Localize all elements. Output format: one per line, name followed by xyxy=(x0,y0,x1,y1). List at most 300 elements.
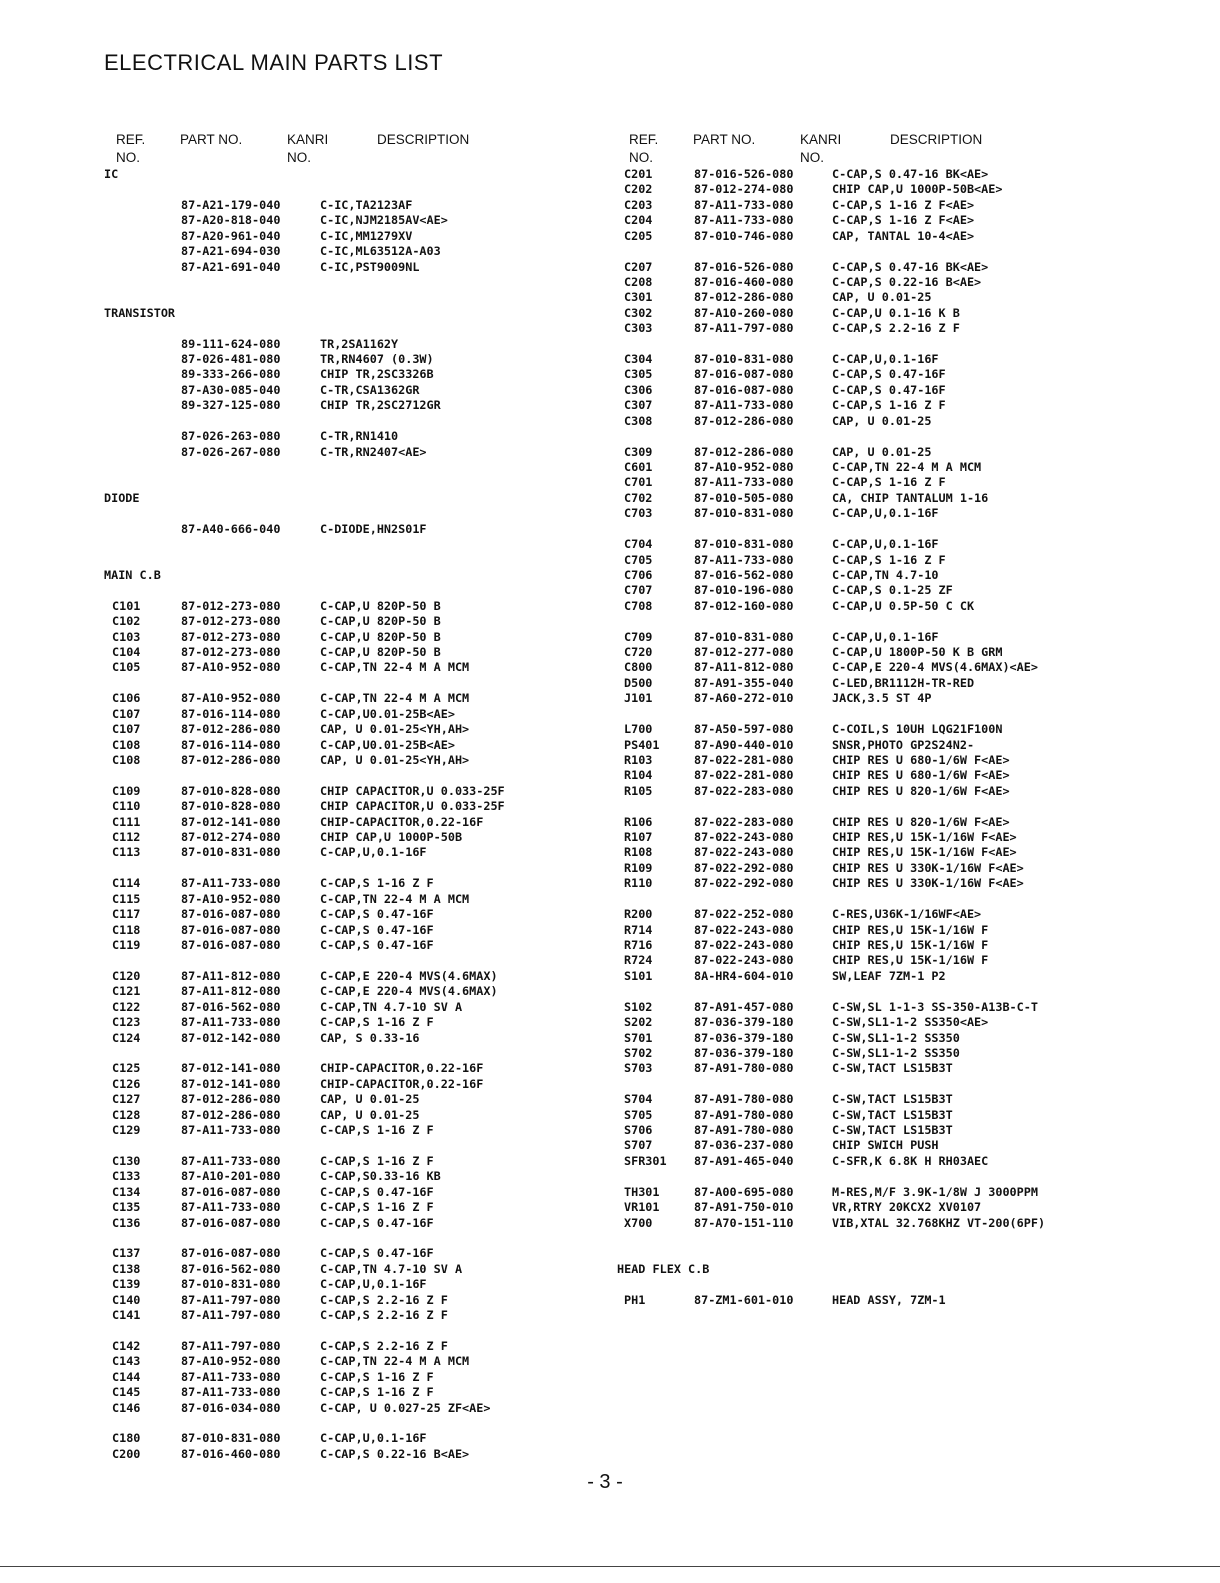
description-cell: JACK,3.5 ST 4P xyxy=(832,691,932,706)
description-cell: SNSR,PHOTO GP2S24N2- xyxy=(832,737,975,752)
table-row xyxy=(0,491,1210,506)
description-cell: C-CAP,S 0.47-16F xyxy=(832,382,946,397)
table-row xyxy=(0,876,1210,891)
table-row xyxy=(0,414,1210,429)
header-description: DESCRIPTION xyxy=(890,132,983,147)
part-no-cell: 89-327-125-080 xyxy=(181,398,281,413)
part-no-cell: 87-A20-961-040 xyxy=(181,228,281,243)
part-no-cell: 87-036-379-180 xyxy=(694,1015,794,1030)
table-row xyxy=(0,1354,1210,1369)
part-no-cell: 87-A90-440-010 xyxy=(694,737,794,752)
description-cell: CHIP SWICH PUSH xyxy=(832,1138,939,1153)
description-cell: CAP, S 0.33-16 xyxy=(320,1030,420,1045)
part-no-cell: 87-012-142-080 xyxy=(181,1030,281,1045)
description-cell: C-CAP,S 0.47-16F xyxy=(320,1184,434,1199)
part-no-cell: 87-016-460-080 xyxy=(694,274,794,289)
part-no-cell: 8A-HR4-604-010 xyxy=(694,968,794,983)
description-cell: C-CAP,U 1800P-50 K B GRM xyxy=(832,645,1003,660)
part-no-cell: 87-A10-952-080 xyxy=(181,891,281,906)
part-no-cell: 87-016-087-080 xyxy=(181,1246,281,1261)
section-heading xyxy=(0,1262,1210,1277)
table-row xyxy=(0,1138,1210,1153)
part-no-cell: 87-012-274-080 xyxy=(694,182,794,197)
table-row xyxy=(0,722,1210,737)
description-cell: C-CAP,U,0.1-16F xyxy=(320,845,427,860)
part-no-cell: 87-022-281-080 xyxy=(694,768,794,783)
table-row xyxy=(0,429,1210,444)
table-row xyxy=(0,1092,1210,1107)
description-cell: C-CAP,U,0.1-16F xyxy=(320,1431,427,1446)
description-cell: CAP, U 0.01-25 xyxy=(320,1107,420,1122)
section-label: TRANSISTOR xyxy=(104,305,176,320)
description-cell: C-CAP,U0.01-25B<AE> xyxy=(320,737,455,752)
part-no-cell: 87-036-379-180 xyxy=(694,1045,794,1060)
part-no-cell: 87-A20-818-040 xyxy=(181,213,281,228)
description-cell: C-CAP,S 1-16 Z F<AE> xyxy=(832,197,975,212)
header-kanri: KANRI xyxy=(800,132,842,147)
ref-no-cell: R105 xyxy=(624,783,653,798)
table-row xyxy=(0,738,1210,753)
part-no-cell: 87-012-286-080 xyxy=(694,290,794,305)
header-ref: REF. xyxy=(629,132,659,147)
description-cell: C-CAP,TN 22-4 M A MCM xyxy=(320,691,470,706)
part-no-cell: 87-016-562-080 xyxy=(181,999,281,1014)
part-no-cell: 87-016-562-080 xyxy=(694,567,794,582)
description-cell: C-CAP,S 0.47-16 BK<AE> xyxy=(832,167,989,181)
table-row xyxy=(0,907,1210,922)
part-no-cell: 87-012-141-080 xyxy=(181,1076,281,1091)
ref-no-cell: J101 xyxy=(624,691,653,706)
description-cell: C-TR,CSA1362GR xyxy=(320,382,420,397)
ref-no-cell: R107 xyxy=(624,830,653,845)
table-row xyxy=(0,1277,1210,1292)
description-cell: CHIP TR,2SC2712GR xyxy=(320,398,441,413)
ref-no-cell: C703 xyxy=(624,506,653,521)
ref-no-cell: C129 xyxy=(112,1123,141,1138)
ref-no-cell: D500 xyxy=(624,675,653,690)
ref-no-cell: S701 xyxy=(624,1030,653,1045)
description-cell: C-COIL,S 10UH LQG21F100N xyxy=(832,722,1003,737)
ref-no-cell: C308 xyxy=(624,413,653,428)
ref-no-cell: C706 xyxy=(624,567,653,582)
table-row xyxy=(0,815,1210,830)
part-no-cell: 87-022-243-080 xyxy=(694,845,794,860)
part-no-cell: 87-A10-201-080 xyxy=(181,1169,281,1184)
description-cell: C-SW,TACT LS15B3T xyxy=(832,1061,953,1076)
part-no-cell: 87-010-831-080 xyxy=(181,1431,281,1446)
ref-no-cell: S202 xyxy=(624,1015,653,1030)
part-no-cell: 87-A50-597-080 xyxy=(694,722,794,737)
description-cell: CHIP RES,U 15K-1/16W F<AE> xyxy=(832,845,1017,860)
header-ref: REF. xyxy=(116,132,146,147)
ref-no-cell: C107 xyxy=(112,722,141,737)
part-no-cell: 87-010-831-080 xyxy=(181,845,281,860)
ref-no-cell: S706 xyxy=(624,1123,653,1138)
table-row xyxy=(0,753,1210,768)
description-cell: C-CAP,S 0.47-16F xyxy=(320,938,434,952)
ref-no-cell: C111 xyxy=(112,814,141,829)
part-no-cell: 87-016-087-080 xyxy=(181,907,281,922)
table-row xyxy=(0,691,1210,706)
ref-no-cell: X700 xyxy=(624,1215,653,1230)
ref-no-cell: C125 xyxy=(112,1061,141,1076)
description-cell: C-SW,TACT LS15B3T xyxy=(832,1123,953,1138)
description-cell: CHIP RES,U 15K-1/16W F<AE> xyxy=(832,830,1017,845)
part-no-cell: 87-010-831-080 xyxy=(694,537,794,552)
table-row xyxy=(0,707,1210,722)
description-cell: C-CAP,TN 4.7-10 SV A xyxy=(320,999,463,1014)
part-no-cell: 87-A11-812-080 xyxy=(181,984,281,999)
part-no-cell: 87-A10-952-080 xyxy=(181,660,281,675)
part-no-cell: 87-016-562-080 xyxy=(181,1261,281,1276)
table-row xyxy=(0,337,1210,352)
ref-no-cell: C120 xyxy=(112,968,141,983)
ref-no-cell: C302 xyxy=(624,305,653,320)
table-row xyxy=(0,614,1210,629)
description-cell: CAP, U 0.01-25 xyxy=(320,1092,420,1107)
description-cell: TR,RN4607 (0.3W) xyxy=(320,352,434,367)
description-cell: C-SW,TACT LS15B3T xyxy=(832,1107,953,1122)
table-row xyxy=(0,630,1210,645)
ref-no-cell: C720 xyxy=(624,645,653,660)
part-no-cell: 87-A11-797-080 xyxy=(694,321,794,336)
part-no-cell: 87-A11-733-080 xyxy=(181,876,281,891)
part-no-cell: 87-010-196-080 xyxy=(694,583,794,598)
description-cell: C-TR,RN1410 xyxy=(320,429,399,444)
description-cell: CHIP RES U 330K-1/16W F<AE> xyxy=(832,860,1024,875)
ref-no-cell: R200 xyxy=(624,907,653,922)
ref-no-cell: C144 xyxy=(112,1369,141,1384)
table-row xyxy=(0,830,1210,845)
ref-no-cell: C135 xyxy=(112,1200,141,1215)
part-no-cell: 87-022-283-080 xyxy=(694,783,794,798)
description-cell: C-CAP,TN 22-4 M A MCM xyxy=(320,1354,470,1369)
ref-no-cell: R724 xyxy=(624,953,653,968)
ref-no-cell: C138 xyxy=(112,1261,141,1276)
description-cell: C-CAP,U,0.1-16F xyxy=(832,506,939,521)
description-cell: C-CAP,U,0.1-16F xyxy=(832,537,939,552)
description-cell: C-CAP,U 820P-50 B xyxy=(320,614,441,629)
part-no-cell: 87-A91-457-080 xyxy=(694,999,794,1014)
ref-no-cell: C122 xyxy=(112,999,141,1014)
ref-no-cell: C105 xyxy=(112,660,141,675)
description-cell: CHIP CAP,U 1000P-50B<AE> xyxy=(832,182,1003,197)
part-no-cell: 87-016-087-080 xyxy=(694,367,794,382)
header-kanri-no: NO. xyxy=(287,150,312,165)
description-cell: CHIP-CAPACITOR,0.22-16F xyxy=(320,1076,484,1091)
ref-no-cell: SFR301 xyxy=(624,1153,667,1168)
part-no-cell: 87-012-273-080 xyxy=(181,645,281,660)
ref-no-cell: C108 xyxy=(112,752,141,767)
table-row xyxy=(0,861,1210,876)
ref-no-cell: C303 xyxy=(624,321,653,336)
description-cell: C-CAP,S 2.2-16 Z F xyxy=(320,1338,448,1353)
ref-no-cell: R103 xyxy=(624,752,653,767)
part-no-cell: 87-036-237-080 xyxy=(694,1138,794,1153)
ref-no-cell: C202 xyxy=(624,182,653,197)
description-cell: C-CAP,U,0.1-16F xyxy=(832,629,939,644)
table-row xyxy=(0,1339,1210,1354)
ref-no-cell: TH301 xyxy=(624,1184,660,1199)
ref-no-cell: S707 xyxy=(624,1138,653,1153)
ref-no-cell: C201 xyxy=(624,167,653,181)
description-cell: C-CAP,S 1-16 Z F xyxy=(832,552,946,567)
description-cell: C-CAP,U 820P-50 B xyxy=(320,598,441,613)
table-row xyxy=(0,475,1210,490)
table-row xyxy=(0,1169,1210,1184)
ref-no-cell: S101 xyxy=(624,968,653,983)
ref-no-cell: S703 xyxy=(624,1061,653,1076)
description-cell: C-CAP,S 1-16 Z F<AE> xyxy=(832,213,975,228)
part-no-cell: 87-016-526-080 xyxy=(694,259,794,274)
table-row xyxy=(0,553,1210,568)
part-no-cell: 87-012-141-080 xyxy=(181,1061,281,1076)
part-no-cell: 87-022-243-080 xyxy=(694,938,794,952)
header-part-no: PART NO. xyxy=(693,132,756,147)
description-cell: C-CAP,U,0.1-16F xyxy=(832,352,939,367)
description-cell: C-CAP,E 220-4 MVS(4.6MAX) xyxy=(320,984,498,999)
part-no-cell: 87-010-831-080 xyxy=(694,506,794,521)
table-row xyxy=(0,290,1210,305)
part-no-cell: 87-A11-733-080 xyxy=(694,475,794,490)
ref-no-cell: R716 xyxy=(624,938,653,952)
table-row xyxy=(0,1447,1210,1462)
table-row xyxy=(0,213,1210,228)
description-cell: C-CAP,E 220-4 MVS(4.6MAX)<AE> xyxy=(832,660,1038,675)
table-row xyxy=(0,352,1210,367)
description-cell: CHIP RES U 820-1/6W F<AE> xyxy=(832,783,1010,798)
table-row xyxy=(0,568,1210,583)
part-no-cell: 87-A10-952-080 xyxy=(181,1354,281,1369)
table-row xyxy=(0,599,1210,614)
description-cell: CAP, U 0.01-25 xyxy=(832,444,932,459)
page-title: ELECTRICAL MAIN PARTS LIST xyxy=(104,50,444,75)
part-no-cell: 87-A11-733-080 xyxy=(181,1369,281,1384)
description-cell: C-CAP,S 1-16 Z F xyxy=(320,1123,434,1138)
table-row xyxy=(0,768,1210,783)
description-cell: CHIP CAPACITOR,U 0.033-25F xyxy=(320,799,505,814)
part-no-cell: 87-A11-733-080 xyxy=(181,1153,281,1168)
description-cell: C-CAP,S 1-16 Z F xyxy=(320,1200,434,1215)
description-cell: C-CAP,S 2.2-16 Z F xyxy=(320,1308,448,1323)
ref-no-cell: C104 xyxy=(112,645,141,660)
part-no-cell: 87-A11-733-080 xyxy=(181,1123,281,1138)
part-no-cell: 87-A11-812-080 xyxy=(181,968,281,983)
table-row xyxy=(0,182,1210,197)
part-no-cell: 87-A11-797-080 xyxy=(181,1292,281,1307)
description-cell: C-CAP,S 1-16 Z F xyxy=(320,876,434,891)
table-row xyxy=(0,892,1210,907)
description-cell: C-CAP,S0.33-16 KB xyxy=(320,1169,441,1184)
part-no-cell: 87-016-114-080 xyxy=(181,706,281,721)
part-no-cell: 87-A91-780-080 xyxy=(694,1107,794,1122)
ref-no-cell: C141 xyxy=(112,1308,141,1323)
part-no-cell: 87-A10-952-080 xyxy=(181,691,281,706)
part-no-cell: 87-012-286-080 xyxy=(181,722,281,737)
part-no-cell: 87-A11-733-080 xyxy=(694,213,794,228)
table-row xyxy=(0,1293,1210,1308)
description-cell: C-CAP,S 1-16 Z F xyxy=(832,398,946,413)
table-row xyxy=(0,1385,1210,1400)
ref-no-cell: C136 xyxy=(112,1215,141,1230)
part-no-cell: 87-016-087-080 xyxy=(181,1184,281,1199)
table-row xyxy=(0,1031,1210,1046)
table-row xyxy=(0,1401,1210,1416)
part-no-cell: 87-012-286-080 xyxy=(181,752,281,767)
part-no-cell: 87-026-267-080 xyxy=(181,444,281,459)
ref-no-cell: S102 xyxy=(624,999,653,1014)
ref-no-cell: R106 xyxy=(624,814,653,829)
ref-no-cell: C130 xyxy=(112,1153,141,1168)
part-no-cell: 87-012-286-080 xyxy=(694,413,794,428)
description-cell: CHIP CAP,U 1000P-50B xyxy=(320,830,463,845)
description-cell: C-CAP,S 0.22-16 B<AE> xyxy=(832,274,982,289)
description-cell: CHIP RES U 680-1/6W F<AE> xyxy=(832,752,1010,767)
table-row xyxy=(0,1123,1210,1138)
part-no-cell: 87-016-526-080 xyxy=(694,167,794,181)
ref-no-cell: C707 xyxy=(624,583,653,598)
description-cell: C-SFR,K 6.8K H RH03AEC xyxy=(832,1153,989,1168)
description-cell: C-CAP,E 220-4 MVS(4.6MAX) xyxy=(320,968,498,983)
section-label: HEAD FLEX C.B xyxy=(617,1261,710,1276)
part-no-cell: 87-ZM1-601-010 xyxy=(694,1292,794,1307)
part-no-cell: 87-022-243-080 xyxy=(694,953,794,968)
ref-no-cell: S704 xyxy=(624,1092,653,1107)
ref-no-cell: C109 xyxy=(112,783,141,798)
table-row xyxy=(0,398,1210,413)
ref-no-cell: C108 xyxy=(112,737,141,752)
part-no-cell: 87-022-281-080 xyxy=(694,752,794,767)
description-cell: C-CAP,S 1-16 Z F xyxy=(320,1015,434,1030)
part-no-cell: 87-010-746-080 xyxy=(694,228,794,243)
ref-no-cell: C301 xyxy=(624,290,653,305)
part-no-cell: 87-A91-780-080 xyxy=(694,1123,794,1138)
part-no-cell: 87-012-286-080 xyxy=(181,1092,281,1107)
description-cell: C-SW,SL1-1-2 SS350 xyxy=(832,1045,960,1060)
part-no-cell: 87-A00-695-080 xyxy=(694,1184,794,1199)
ref-no-cell: R110 xyxy=(624,876,653,891)
part-no-cell: 87-036-379-180 xyxy=(694,1030,794,1045)
part-no-cell: 87-A11-797-080 xyxy=(181,1308,281,1323)
part-no-cell: 87-012-274-080 xyxy=(181,830,281,845)
table-row xyxy=(0,537,1210,552)
table-row xyxy=(0,522,1210,537)
description-cell: C-CAP,TN 22-4 M A MCM xyxy=(320,660,470,675)
description-cell: CAP, U 0.01-25<YH,AH> xyxy=(320,752,470,767)
description-cell: M-RES,M/F 3.9K-1/8W J 3000PPM xyxy=(832,1184,1038,1199)
part-no-cell: 87-010-831-080 xyxy=(694,352,794,367)
description-cell: C-TR,RN2407<AE> xyxy=(320,444,427,459)
table-row xyxy=(0,1200,1210,1215)
description-cell: C-CAP,TN 4.7-10 SV A xyxy=(320,1261,463,1276)
description-cell: C-CAP, U 0.027-25 ZF<AE> xyxy=(320,1400,491,1415)
description-cell: CHIP RES,U 15K-1/16W F xyxy=(832,953,989,968)
part-no-cell: 89-111-624-080 xyxy=(181,336,281,351)
part-no-cell: 87-A11-812-080 xyxy=(694,660,794,675)
description-cell: C-CAP,S 0.47-16F xyxy=(832,367,946,382)
table-row xyxy=(0,645,1210,660)
table-row xyxy=(0,799,1210,814)
description-cell: CHIP RES U 680-1/6W F<AE> xyxy=(832,768,1010,783)
table-row xyxy=(0,1061,1210,1076)
table-row xyxy=(0,383,1210,398)
description-cell: C-CAP,S 0.47-16 BK<AE> xyxy=(832,259,989,274)
description-cell: CAP, TANTAL 10-4<AE> xyxy=(832,228,975,243)
ref-no-cell: C114 xyxy=(112,876,141,891)
ref-no-cell: C139 xyxy=(112,1277,141,1292)
table-row xyxy=(0,660,1210,675)
header-ref-no: NO. xyxy=(116,150,141,165)
part-no-cell: 87-010-828-080 xyxy=(181,783,281,798)
ref-no-cell: VR101 xyxy=(624,1200,660,1215)
description-cell: CAP, U 0.01-25<YH,AH> xyxy=(320,722,470,737)
part-no-cell: 87-A11-733-080 xyxy=(694,552,794,567)
part-no-cell: 87-012-273-080 xyxy=(181,629,281,644)
ref-no-cell: S702 xyxy=(624,1045,653,1060)
ref-no-cell: C142 xyxy=(112,1338,141,1353)
header-kanri-no: NO. xyxy=(800,150,825,165)
description-cell: CHIP CAPACITOR,U 0.033-25F xyxy=(320,783,505,798)
ref-no-cell: PS401 xyxy=(624,737,660,752)
description-cell: VR,RTRY 20KCX2 XV0107 xyxy=(832,1200,982,1215)
part-no-cell: 87-A11-733-080 xyxy=(694,197,794,212)
table-row xyxy=(0,1216,1210,1231)
description-cell: C-IC,ML63512A-A03 xyxy=(320,244,441,259)
description-cell: CHIP RES U 820-1/6W F<AE> xyxy=(832,814,1010,829)
part-no-cell: 87-A91-780-080 xyxy=(694,1092,794,1107)
ref-no-cell: C134 xyxy=(112,1184,141,1199)
table-row xyxy=(0,676,1210,691)
part-no-cell: 87-022-292-080 xyxy=(694,860,794,875)
ref-no-cell: C128 xyxy=(112,1107,141,1122)
part-no-cell: 87-016-087-080 xyxy=(181,938,281,952)
part-no-cell: 87-016-087-080 xyxy=(181,922,281,937)
part-no-cell: 89-333-266-080 xyxy=(181,367,281,382)
ref-no-cell: C708 xyxy=(624,598,653,613)
part-no-cell: 87-A11-733-080 xyxy=(181,1200,281,1215)
part-no-cell: 87-A21-694-030 xyxy=(181,244,281,259)
table-row xyxy=(0,938,1210,953)
part-no-cell: 87-A40-666-040 xyxy=(181,521,281,536)
part-no-cell: 87-A60-272-010 xyxy=(694,691,794,706)
ref-no-cell: C306 xyxy=(624,382,653,397)
section-label: MAIN C.B xyxy=(104,567,161,582)
page-number: - 3 - xyxy=(587,1471,623,1493)
part-no-cell: 87-A91-465-040 xyxy=(694,1153,794,1168)
ref-no-cell: C127 xyxy=(112,1092,141,1107)
part-no-cell: 87-A10-260-080 xyxy=(694,305,794,320)
description-cell: C-CAP,S 0.22-16 B<AE> xyxy=(320,1446,470,1461)
description-cell: CHIP RES U 330K-1/16W F<AE> xyxy=(832,876,1024,891)
part-no-cell: 87-022-243-080 xyxy=(694,922,794,937)
ref-no-cell: C205 xyxy=(624,228,653,243)
ref-no-cell: C145 xyxy=(112,1385,141,1400)
section-label: IC xyxy=(104,167,119,181)
ref-no-cell: C124 xyxy=(112,1030,141,1045)
part-no-cell: 87-010-831-080 xyxy=(694,629,794,644)
description-cell: C-CAP,S 0.47-16F xyxy=(320,922,434,937)
part-no-cell: 87-012-273-080 xyxy=(181,598,281,613)
part-no-cell: 87-010-831-080 xyxy=(181,1277,281,1292)
table-row xyxy=(0,845,1210,860)
description-cell: VIB,XTAL 32.768KHZ VT-200(6PF) xyxy=(832,1215,1046,1230)
description-cell: C-SW,TACT LS15B3T xyxy=(832,1092,953,1107)
description-cell: CHIP-CAPACITOR,0.22-16F xyxy=(320,1061,484,1076)
ref-no-cell: R109 xyxy=(624,860,653,875)
table-row xyxy=(0,1046,1210,1061)
ref-no-cell: C709 xyxy=(624,629,653,644)
ref-no-cell: C113 xyxy=(112,845,141,860)
